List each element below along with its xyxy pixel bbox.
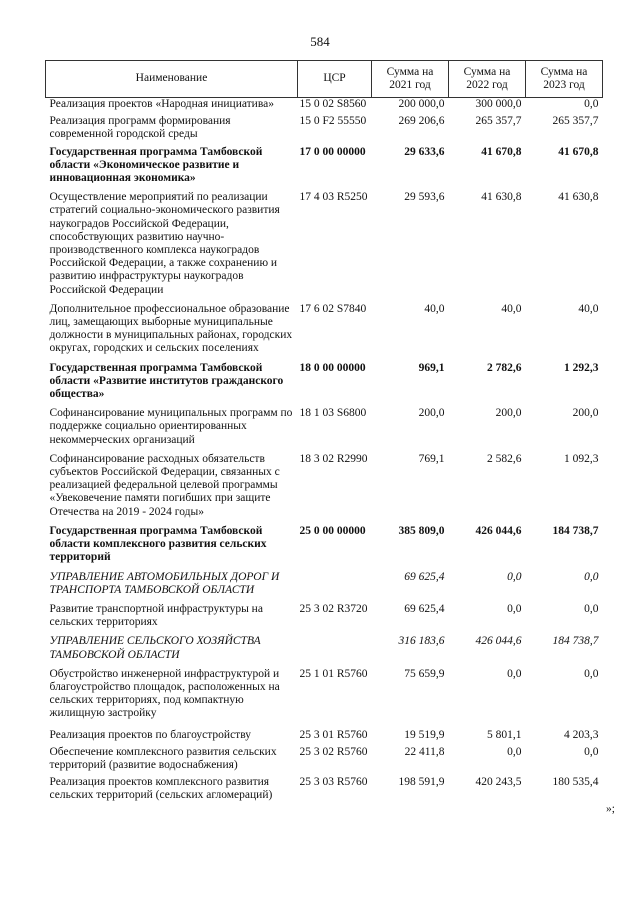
row-value-2021: 75 659,9 [404,667,445,680]
row-value-2023: 180 535,4 [552,776,599,789]
row-value-2023: 41 630,8 [558,191,599,204]
row-code [298,571,372,603]
row-value-2021: 269 206,6 [398,115,445,128]
row-name: Государственная программа Тамбовской области «Развитие институтов гражданского общества» [49,361,284,401]
table-row [46,571,603,603]
table-row [46,362,603,408]
closing-quote-mark: »; [606,803,615,815]
row-value-2021: 29 633,6 [404,145,445,158]
table-row [46,776,603,806]
row-code: 18 1 03 S6800 [299,407,367,420]
row-value-2023: 41 670,8 [558,145,599,158]
row-value-2022: 426 044,6 [475,635,522,648]
row-value-2023: 1 092,3 [564,452,599,465]
row-value-2023: 0,0 [584,570,599,583]
header-2022: Сумма на 2022 год [449,61,526,98]
page-number: 584 [310,34,330,49]
row-code [298,635,372,667]
row-code: 17 0 00 00000 [299,145,366,158]
row-value-2021: 69 625,4 [404,570,445,583]
row-value-2022: 420 243,5 [475,776,522,789]
row-name: Реализация проектов по благоустройству [49,728,251,741]
row-value-2022: 265 357,7 [475,115,522,128]
table-row [46,407,603,453]
row-name: Реализация проектов «Народная инициатива» [49,98,274,110]
row-value-2023: 265 357,7 [552,115,599,128]
row-value-2021: 22 411,8 [404,745,445,758]
table-row [46,603,603,635]
row-name: Осуществление мероприятий по реализации стратегий социально-экономического развития наукоградов Российской Федерации, способствующих развитию научно-производственного комплекса наукоградов Российской Федерации, а также сохранению и развитию инфраструктуры наукоградов Российской Федерации [49,191,280,296]
row-value-2021: 385 809,0 [398,524,445,537]
row-value-2022: 0,0 [507,667,522,680]
row-value-2023: 184 738,7 [552,524,599,537]
row-name: Государственная программа Тамбовской области «Экономическое развитие и инновационная экономика» [49,145,263,185]
header-code: ЦСР [298,61,372,98]
row-name: Государственная программа Тамбовской области комплексного развития сельских территорий [49,524,267,564]
row-name: Реализация проектов комплексного развития сельских территорий (сельских агломераций) [49,776,273,802]
row-value-2021: 69 625,4 [404,602,445,615]
row-name: УПРАВЛЕНИЕ АВТОМОБИЛЬНЫХ ДОРОГ И ТРАНСПОРТА ТАМБОВСКОЙ ОБЛАСТИ [49,570,280,596]
row-value-2021: 40,0 [424,302,445,315]
table-row [46,115,603,145]
row-value-2021: 969,1 [418,361,445,374]
row-value-2022: 0,0 [507,570,522,583]
table-row [46,146,603,192]
row-value-2022: 0,0 [507,745,522,758]
row-value-2021: 769,1 [418,452,445,465]
row-name: УПРАВЛЕНИЕ СЕЛЬСКОГО ХОЗЯЙСТВА ТАМБОВСКОЙ ОБЛАСТИ [49,635,261,661]
table-row [46,525,603,571]
row-value-2023: 200,0 [572,407,599,420]
table-body [46,98,603,807]
budget-table [45,60,603,807]
row-code: 25 3 03 R5760 [299,776,368,789]
row-code: 15 0 02 S8560 [299,98,367,110]
table-row [46,191,603,303]
table-row [46,98,603,116]
header-2023: Сумма на 2023 год [526,61,603,98]
row-name: Развитие транспортной инфраструктуры на сельских территориях [49,602,263,629]
row-value-2022: 5 801,1 [487,728,522,741]
row-value-2021: 198 591,9 [398,776,445,789]
row-value-2021: 200,0 [418,407,445,420]
header-2021: Сумма на 2021 год [372,61,449,98]
row-value-2023: 0,0 [584,602,599,615]
table-row [46,635,603,667]
row-value-2021: 316 183,6 [398,635,445,648]
header-row [46,61,603,98]
row-value-2022: 200,0 [495,407,522,420]
row-value-2023: 4 203,3 [564,728,599,741]
row-code: 17 6 02 S7840 [299,302,367,315]
row-code: 25 3 01 R5760 [299,728,368,741]
table-row [46,453,603,525]
row-name: Софинансирование расходных обязательств субъектов Российской Федерации, связанных с реализацией федеральной целевой программы «Увековечение памяти погибших при защите Отечества на 2019 - 2024 годы» [49,452,280,518]
row-value-2021: 19 519,9 [404,728,445,741]
row-value-2022: 41 670,8 [481,145,522,158]
row-value-2023: 40,0 [578,302,599,315]
header-name: Наименование [46,61,298,98]
row-name: Реализация программ формирования современной городской среды [49,115,231,141]
row-code: 17 4 03 R5250 [299,191,368,204]
row-name: Обеспечение комплексного развития сельских территорий (развитие водоснабжения) [49,745,277,771]
row-value-2023: 0,0 [584,745,599,758]
table-row [46,668,603,729]
row-code: 25 0 00 00000 [299,524,366,537]
row-code: 25 3 02 R3720 [299,602,368,615]
row-value-2022: 426 044,6 [475,524,522,537]
row-value-2021: 200 000,0 [398,98,445,110]
row-code: 25 3 02 R5760 [299,745,368,758]
row-name: Дополнительное профессиональное образование лиц, замещающих выборные муниципальные должности в муниципальных районах, городских округах, городских и сельских поселениях [49,302,293,355]
row-value-2023: 0,0 [584,98,599,110]
row-value-2023: 1 292,3 [564,361,599,374]
row-code: 25 1 01 R5760 [299,667,368,680]
row-code: 15 0 F2 55550 [299,115,367,128]
table-row [46,729,603,746]
row-value-2022: 300 000,0 [475,98,522,110]
row-value-2022: 2 582,6 [487,452,522,465]
row-value-2021: 29 593,6 [404,191,445,204]
row-value-2022: 40,0 [501,302,522,315]
row-value-2022: 2 782,6 [487,361,522,374]
table-row [46,746,603,776]
row-name: Софинансирование муниципальных программ по поддержке социально ориентированных некоммерческих организаций [49,407,293,446]
row-code: 18 3 02 R2990 [299,452,368,465]
row-value-2022: 0,0 [507,602,522,615]
row-name: Обустройство инженерной инфраструктурой и благоустройство площадок, расположенных на сельских территориях, под компактную жилищную застройку [49,667,280,720]
row-code: 18 0 00 00000 [299,361,366,374]
table-row [46,303,603,362]
row-value-2023: 0,0 [584,667,599,680]
row-value-2022: 41 630,8 [481,191,522,204]
row-value-2023: 184 738,7 [552,635,599,648]
